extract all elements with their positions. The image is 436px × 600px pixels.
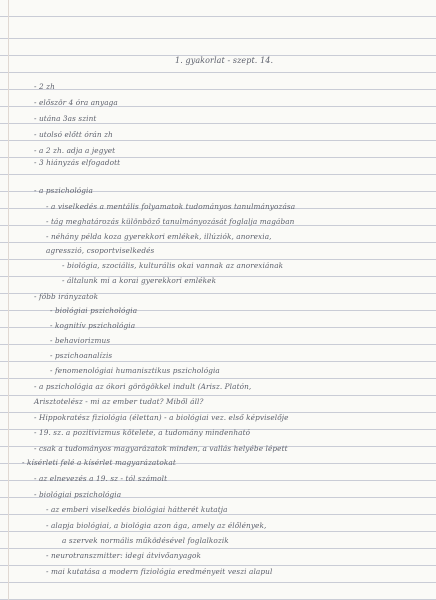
note-line: - alapja biológiai, a biológia azon ága, amely az élőlények, [46, 521, 267, 530]
note-line: - neurotranszmitter: idegi átvivőanyagok [46, 551, 202, 560]
note-line: - általunk mi a korai gyerekkori emlékek [62, 276, 217, 285]
note-line: Arisztotelész - mi az ember tudat? Miből áll? [34, 397, 204, 406]
note-line: - főbb irányzatok [34, 292, 99, 301]
note-line: - néhány példa koza gyerekkori emlékek, illúziók, anorexia, [46, 232, 272, 241]
margin-line [0, 0, 9, 600]
note-line: - 2 zh [34, 82, 55, 91]
note-line: a szervek normális működésével foglalkozik [62, 536, 229, 545]
note-line: - 3 hiányzás elfogadott [34, 158, 121, 167]
note-line: - az elnevezés a 19. sz - tól számolt [34, 474, 168, 483]
note-line: - kísérleti felé a kísérlet magyarázatokat [22, 458, 176, 467]
note-line: - biológiai pszichológia [50, 306, 138, 315]
note-line: - pszichoanalízis [50, 351, 113, 360]
note-line: agresszió, csoportviselkedés [46, 246, 155, 255]
note-line: - fenomenológiai humanisztikus pszichológia [50, 366, 220, 375]
note-line: - a 2 zh. adja a jegyet [34, 146, 116, 155]
note-line: - utolsó előtt órán zh [34, 130, 113, 139]
page-title: 1. gyakorlat - szept. 14. [175, 56, 274, 65]
note-line: - a viselkedés a mentális folyamatok tudományos tanulmányozása [46, 202, 296, 211]
note-line: - utána 3as szint [34, 114, 97, 123]
note-line: - először 4 óra anyaga [34, 98, 118, 107]
note-line: - behaviorizmus [50, 336, 111, 345]
note-line: - biológia, szociális, kulturális okai vannak az anorexiának [62, 261, 284, 270]
note-line: - biológiai pszichológia [34, 490, 122, 499]
note-line: - a pszichológia az ókori görögökkel indult (Arisz. Platón, [34, 382, 252, 391]
note-line: - az emberi viselkedés biológiai hátterét kutatja [46, 505, 228, 514]
note-line: - csak a tudományos magyarázatok minden, a vallás helyébe lépett [34, 444, 288, 453]
note-line: - 19. sz. a pozitivizmus kötelete, a tudomány mindenható [34, 428, 251, 437]
note-line: - kognitív pszichológia [50, 321, 136, 330]
note-line: - mai kutatása a modern fiziológia eredményeit veszi alapul [46, 567, 273, 576]
note-line: - tág meghatározás különböző tanulmányozását foglalja magában [46, 217, 295, 226]
note-line: - a pszichológia [34, 186, 93, 195]
note-line: - Hippokratész fiziológia (élettan) - a biológiai vez. első képviselője [34, 413, 289, 422]
